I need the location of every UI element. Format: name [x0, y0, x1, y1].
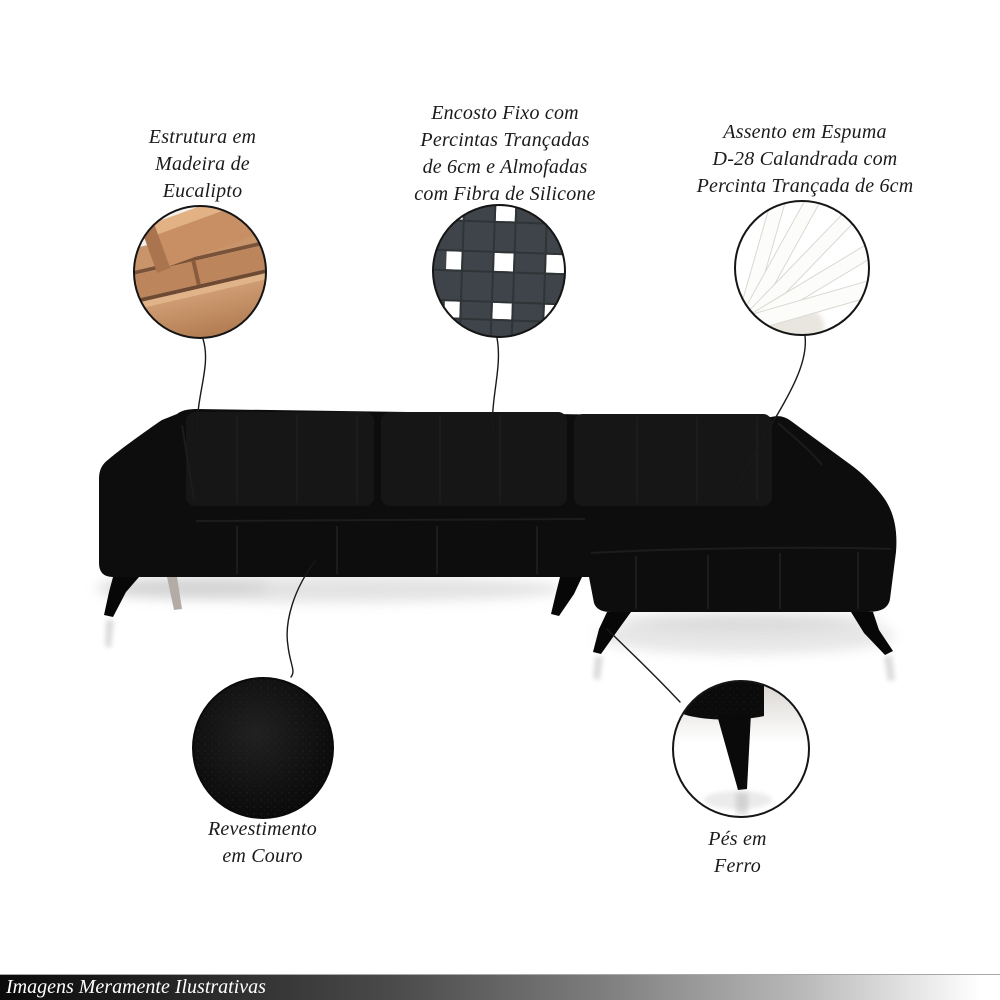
callout-seat-foam — [655, 119, 955, 200]
footer-disclaimer-text: Imagens Meramente Ilustrativas — [6, 976, 266, 998]
callout-wood-line: Madeira de — [155, 153, 250, 175]
callout-leather-line: Revestimento — [207, 818, 318, 840]
callout-leather-upholstery — [155, 816, 370, 870]
callout-seat-line: Percinta Trançada de 6cm — [696, 175, 914, 197]
webbing-grid-icon — [421, 197, 594, 348]
wood-planks-icon — [110, 183, 301, 357]
callout-wood-frame — [85, 124, 320, 205]
callout-wood-line: Eucalipto — [162, 180, 243, 202]
callout-backrest-line: com Fibra de Silicone — [414, 183, 596, 205]
iron-leg-icon — [673, 681, 809, 817]
callout-feet-line: Pés em — [708, 828, 767, 850]
callout-seat-line: Assento em Espuma — [723, 121, 887, 143]
callout-wood-line: Estrutura em — [148, 126, 257, 148]
callout-iron-feet — [635, 826, 840, 880]
callout-backrest-line: Percintas Trançadas — [420, 129, 590, 151]
back-cushions — [186, 412, 772, 506]
callout-leather-line: em Couro — [222, 845, 303, 867]
leg-mid — [551, 577, 582, 616]
callout-backrest — [375, 100, 635, 208]
footer-bar — [0, 974, 1000, 1000]
callout-backrest-line: de 6cm e Almofadas — [422, 156, 588, 178]
callout-seat-line: D-28 Calandrada com — [712, 148, 898, 170]
leather-swatch-icon — [193, 678, 333, 818]
callout-backrest-line: Encosto Fixo com — [431, 102, 579, 124]
callout-feet-line: Ferro — [714, 855, 761, 877]
